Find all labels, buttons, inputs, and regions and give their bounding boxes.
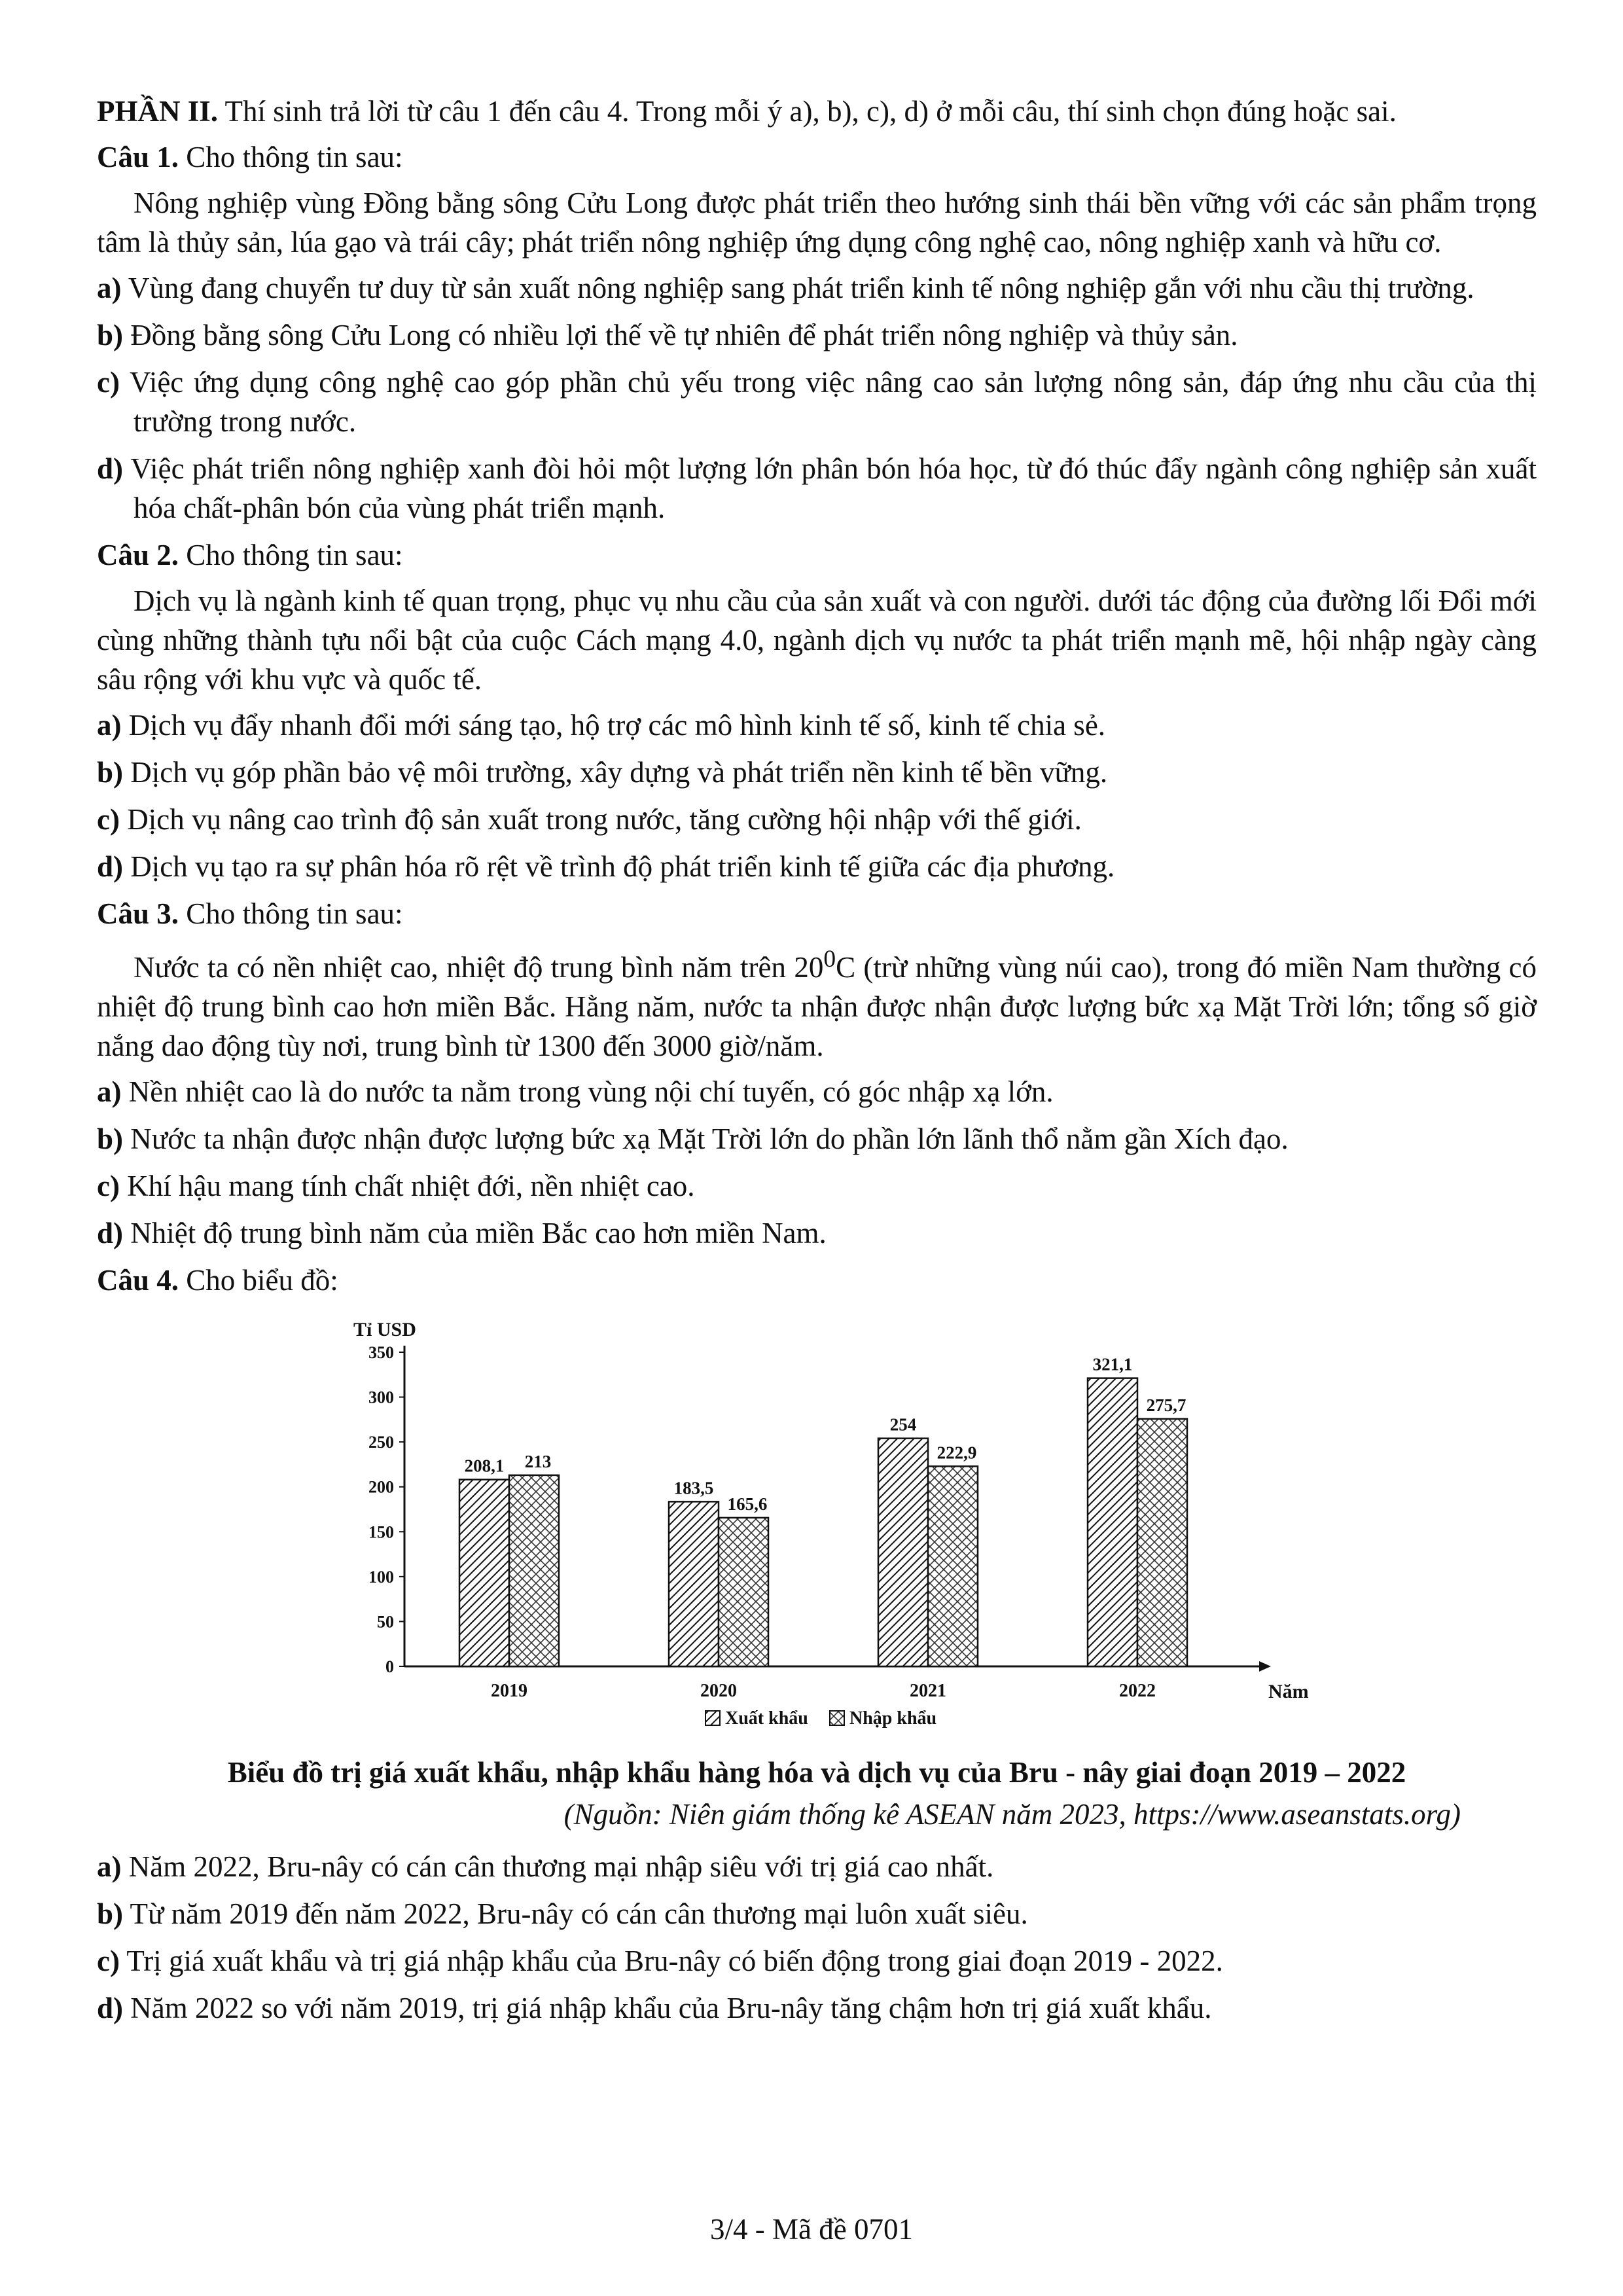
- question-4-header: [97, 1261, 1537, 1300]
- y-tick-label: 150: [368, 1522, 394, 1542]
- degree-superscript: 0: [823, 946, 836, 973]
- bar-value-label: 165,6: [727, 1494, 768, 1514]
- bar-chart: [339, 1313, 1309, 1738]
- y-tick-label: 100: [368, 1567, 394, 1587]
- y-tick-label: 200: [368, 1477, 394, 1497]
- question-4-option-d: [97, 1988, 1537, 2028]
- export-bar: [1088, 1378, 1137, 1666]
- section-text: Thí sinh trả lời từ câu 1 đến câu 4. Trong mỗi ý a), b), c), d) ở mỗi câu, thí sinh chọn đúng hoặc sai.: [218, 95, 1397, 128]
- question-4-option-b: [97, 1894, 1537, 1933]
- question-2-header: [97, 535, 1537, 575]
- option-key: b): [97, 756, 124, 789]
- section-label: PHẦN II.: [97, 95, 219, 128]
- option-key: d): [97, 452, 124, 485]
- bar-value-label: 254: [889, 1414, 917, 1435]
- option-text: Dịch vụ đẩy nhanh đổi mới sáng tạo, hộ trợ các mô hình kinh tế số, kinh tế chia sẻ.: [121, 709, 1106, 742]
- option-text: Năm 2022, Bru-nây có cán cân thương mại nhập siêu với trị giá cao nhất.: [121, 1850, 994, 1883]
- question-intro: Cho thông tin sau:: [179, 141, 403, 173]
- option-text: Đồng bằng sông Cửu Long có nhiều lợi thế về tự nhiên để phát triển nông nghiệp và thủy sản.: [123, 319, 1238, 351]
- import-bar: [509, 1475, 559, 1666]
- option-text: Dịch vụ nâng cao trình độ sản xuất trong nước, tăng cường hội nhập với thế giới.: [119, 803, 1082, 836]
- x-tick-label: 2020: [700, 1681, 737, 1701]
- question-2-option-a: [97, 706, 1537, 745]
- page-footer: 3/4 - Mã đề 0701: [710, 2213, 913, 2246]
- question-1-option-b: [97, 315, 1537, 355]
- option-key: a): [97, 272, 122, 304]
- question-2-option-c: [97, 800, 1537, 839]
- option-text: Từ năm 2019 đến năm 2022, Bru-nây có cán cân thương mại luôn xuất siêu.: [123, 1897, 1028, 1930]
- export-bar: [459, 1480, 509, 1666]
- option-key: c): [97, 366, 120, 399]
- option-key: c): [97, 1945, 120, 1977]
- question-intro: Cho thông tin sau:: [179, 539, 403, 571]
- question-2-option-d: [97, 847, 1537, 886]
- legend-swatch-import: [830, 1711, 844, 1725]
- legend-label: Nhập khẩu: [849, 1708, 937, 1729]
- option-text: Nhiệt độ trung bình năm của miền Bắc cao hơn miền Nam.: [123, 1217, 827, 1249]
- export-bar: [878, 1439, 928, 1666]
- option-text: Trị giá xuất khẩu và trị giá nhập khẩu của Bru-nây có biến động trong giai đoạn 2019 - 2022.: [119, 1945, 1223, 1977]
- question-intro: Cho thông tin sau:: [179, 897, 403, 930]
- option-key: d): [97, 1992, 124, 2024]
- y-tick-label: 300: [368, 1388, 394, 1407]
- option-text: Vùng đang chuyển tư duy từ sản xuất nông nghiệp sang phát triển kinh tế nông nghiệp gắn với nhu cầu thị trường.: [121, 272, 1474, 304]
- question-4-option-c: [97, 1941, 1537, 1981]
- question-1-option-d: [97, 449, 1537, 528]
- y-tick-label: 50: [377, 1612, 394, 1632]
- question-3-option-a: [97, 1072, 1537, 1111]
- question-3-option-c: [97, 1166, 1537, 1206]
- x-tick-label: 2019: [491, 1681, 527, 1701]
- question-1-passage: Nông nghiệp vùng Đồng bằng sông Cửu Long được phát triển theo hướng sinh thái bền vững với các sản phẩm trọng tâm là thủy sản, lúa gạo và trái cây; phát triển nông nghiệp ứng dụng công nghệ cao, nông nghiệp xanh và hữu cơ.: [97, 187, 1537, 259]
- question-3-passage: [97, 940, 1537, 1066]
- passage-text: C (trừ những vùng núi cao), trong đó miền Nam thường có nhiệt độ trung bình cao hơn miền Bắc. Hằng năm, nước ta nhận được nhận được lượng bức xạ Mặt Trời lớn; tổng số giờ nắng dao động tùy nơi, trung bình từ 1300 đến 3000 giờ/năm.: [97, 951, 1537, 1062]
- chart-caption: Biểu đồ trị giá xuất khẩu, nhập khẩu hàng hóa và dịch vụ của Bru - nây giai đoạn 2019 – 2022: [227, 1756, 1406, 1789]
- y-tick-label: 350: [368, 1343, 394, 1362]
- legend-label: Xuất khẩu: [725, 1708, 808, 1729]
- option-key: c): [97, 1170, 120, 1202]
- question-label: Câu 4.: [97, 1264, 179, 1297]
- export-bar: [669, 1501, 719, 1666]
- option-key: d): [97, 850, 124, 883]
- y-axis-title: Tỉ USD: [353, 1319, 416, 1340]
- question-label: Câu 1.: [97, 141, 179, 173]
- option-key: c): [97, 803, 120, 836]
- option-text: Nước ta nhận được nhận được lượng bức xạ Mặt Trời lớn do phần lớn lãnh thổ nằm gần Xích đạo.: [123, 1122, 1289, 1155]
- x-tick-label: 2021: [910, 1681, 946, 1701]
- option-text: Dịch vụ góp phần bảo vệ môi trường, xây dựng và phát triển nền kinh tế bền vững.: [123, 756, 1108, 789]
- option-text: Dịch vụ tạo ra sự phân hóa rõ rệt về trình độ phát triển kinh tế giữa các địa phương.: [123, 850, 1115, 883]
- question-3-header: [97, 894, 1537, 933]
- question-1-option-c: [97, 363, 1537, 441]
- option-key: a): [97, 709, 122, 742]
- chart-source: (Nguồn: Niên giám thống kê ASEAN năm 2023, https://www.aseanstats.org): [563, 1798, 1461, 1831]
- option-key: b): [97, 1122, 124, 1155]
- bar-value-label: 321,1: [1092, 1354, 1133, 1374]
- option-key: d): [97, 1217, 124, 1249]
- question-label: Câu 2.: [97, 539, 179, 571]
- option-text: Khí hậu mang tính chất nhiệt đới, nền nhiệt cao.: [119, 1170, 695, 1202]
- bar-chart-svg: [339, 1313, 1309, 1738]
- bar-value-label: 213: [524, 1451, 552, 1471]
- question-label: Câu 3.: [97, 897, 179, 930]
- bar-value-label: 275,7: [1146, 1395, 1186, 1415]
- question-4-option-a: [97, 1847, 1537, 1886]
- exam-page: [97, 92, 1537, 2036]
- option-text: Nền nhiệt cao là do nước ta nằm trong vùng nội chí tuyến, có góc nhập xạ lớn.: [121, 1075, 1054, 1108]
- option-key: b): [97, 1897, 124, 1930]
- passage-text: Nước ta có nền nhiệt cao, nhiệt độ trung bình năm trên 20: [134, 951, 824, 984]
- question-1-header: [97, 137, 1537, 177]
- question-3-option-d: [97, 1213, 1537, 1253]
- question-3-option-b: [97, 1119, 1537, 1158]
- legend-swatch-export: [705, 1711, 720, 1725]
- bar-value-label: 222,9: [936, 1443, 977, 1463]
- option-text: Việc phát triển nông nghiệp xanh đòi hỏi một lượng lớn phân bón hóa học, từ đó thúc đẩy ngành công nghiệp sản xuất hóa chất-phân bón của vùng phát triển mạnh.: [123, 452, 1537, 524]
- section-instruction: [97, 92, 1537, 131]
- x-tick-label: 2022: [1119, 1681, 1156, 1701]
- import-bar: [928, 1466, 978, 1666]
- x-axis-arrow: [1259, 1661, 1271, 1672]
- option-key: a): [97, 1850, 122, 1883]
- import-bar: [719, 1518, 768, 1666]
- bar-value-label: 208,1: [464, 1456, 505, 1476]
- option-key: a): [97, 1075, 122, 1108]
- y-tick-label: 0: [385, 1657, 394, 1676]
- y-tick-label: 250: [368, 1433, 394, 1452]
- question-intro: Cho biểu đồ:: [179, 1264, 338, 1297]
- option-text: Việc ứng dụng công nghệ cao góp phần chủ yếu trong việc nâng cao sản lượng nông sản, đáp ứng nhu cầu của thị trường trong nước.: [119, 366, 1537, 438]
- bar-value-label: 183,5: [673, 1478, 714, 1498]
- option-text: Năm 2022 so với năm 2019, trị giá nhập khẩu của Bru-nây tăng chậm hơn trị giá xuất khẩu.: [123, 1992, 1212, 2024]
- x-axis-title: Năm: [1268, 1681, 1309, 1702]
- question-2-option-b: [97, 753, 1537, 792]
- question-1-option-a: [97, 268, 1537, 308]
- option-key: b): [97, 319, 124, 351]
- question-2-passage: Dịch vụ là ngành kinh tế quan trọng, phục vụ nhu cầu của sản xuất và con người. dưới tác động của đường lối Đổi mới cùng những thành tựu nổi bật của cuộc Cách mạng 4.0, ngành dịch vụ nước ta phát triển mạnh mẽ, hội nhập ngày càng sâu rộng với khu vực và quốc tế.: [97, 584, 1537, 696]
- import-bar: [1137, 1419, 1187, 1666]
